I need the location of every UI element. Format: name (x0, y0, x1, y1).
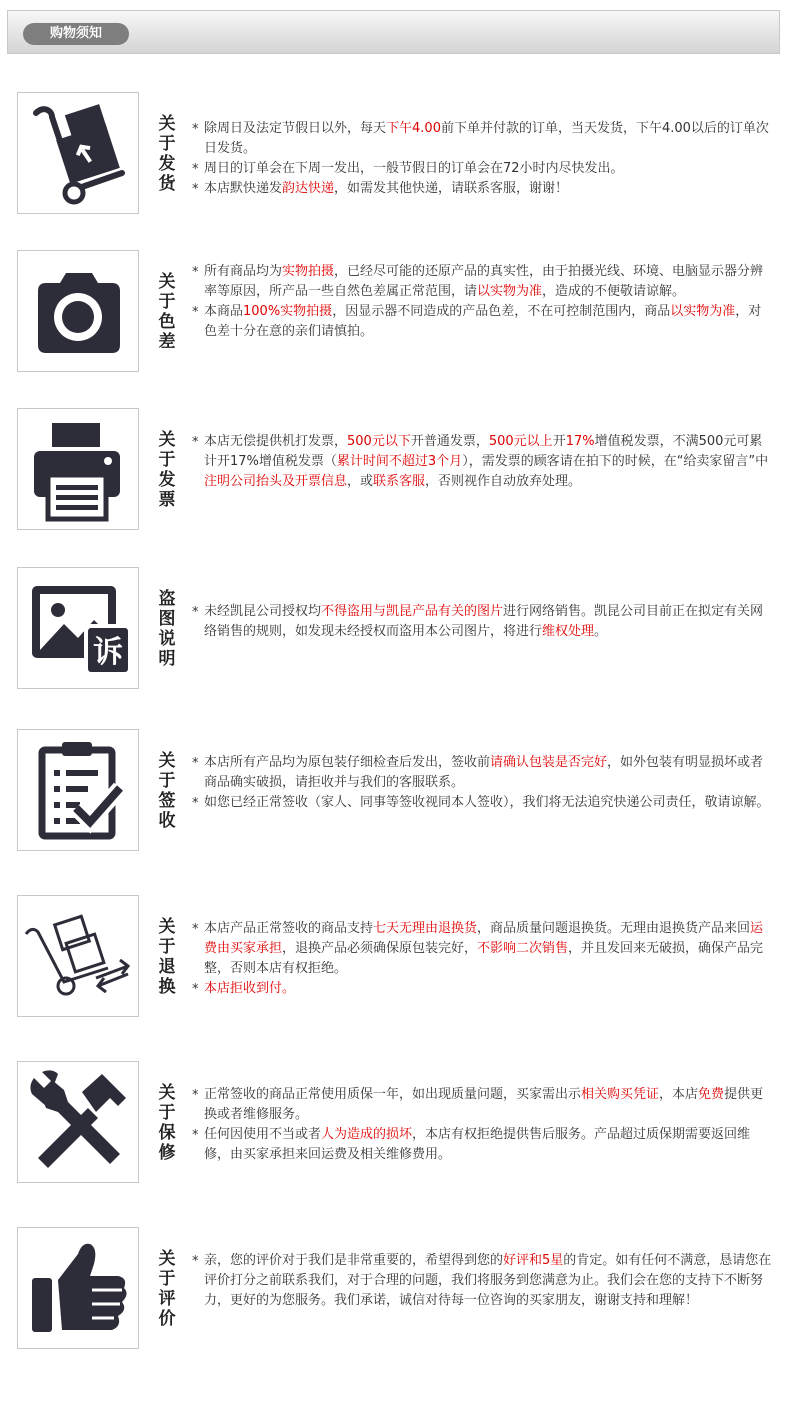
body-text: 本商品 (204, 304, 244, 319)
body-text: 增值税发票，不满500元可累计开17%增值税发票（ (204, 434, 763, 469)
body-text: 进行网络销售。凯昆公司目前正在拟定有关网络销售的规则，如发现未经授权而盗用本公司图片，将进行 (204, 604, 764, 639)
bullet-item (192, 302, 772, 342)
bullet-item (192, 602, 772, 642)
body-text: 除周日及法定节假日以外，每天 (204, 121, 387, 136)
title-char: 签 (158, 791, 176, 811)
highlight-text: 相关购买凭证 (581, 1087, 660, 1102)
body-text: 的肯定。如有任何不满意，恳请您在评价打分之前联系我们，对于合理的问题，我们将服务到您满意为止。我们会在您的支持下不断努力，更好的为您服务。我们承诺，诚信对待每一位咨询的买家朋友，谢谢支持和理解！ (204, 1253, 772, 1308)
bullet-item (192, 179, 772, 199)
section-title (155, 430, 179, 510)
section-image-theft (0, 567, 790, 691)
title-char: 于 (158, 1269, 176, 1289)
body-text: ），需发票的顾客请在拍下的时候，在“给卖家留言”中 (462, 454, 769, 469)
bullet-item (192, 1085, 772, 1125)
body-text: ，如外包装有明显损坏或者商品确实破损，请拒收并与我们的客服联系。 (204, 755, 764, 790)
bullet-item (192, 919, 772, 979)
bullet-item (192, 1251, 772, 1311)
thumbs-up-icon (18, 1228, 138, 1348)
title-char: 票 (158, 490, 176, 510)
highlight-text: 不影响二次销售 (477, 941, 569, 956)
icon-frame (17, 1061, 139, 1183)
section-title (155, 751, 179, 831)
body-text: 开 (552, 434, 566, 449)
highlight-text: 实物拍摄 (282, 264, 335, 279)
section-title (155, 1083, 179, 1163)
title-char: 图 (158, 609, 176, 629)
hand-truck-box-icon (18, 93, 138, 213)
body-text: 。 (594, 624, 608, 639)
section-title (155, 589, 179, 669)
highlight-text: 500元以下 (347, 434, 411, 449)
body-text: 本店默快递发 (204, 181, 283, 196)
clipboard-check-icon (18, 730, 138, 850)
section-title (155, 272, 179, 352)
highlight-text: 注明公司抬头及开票信息 (204, 474, 348, 489)
body-text: 本店无偿提供机打发票， (204, 434, 348, 449)
body-text: 所有商品均为 (204, 264, 283, 279)
body-text: ，造成的不便敬请谅解。 (542, 284, 686, 299)
body-text: 任何因使用不当或者 (204, 1127, 322, 1142)
section-shipping (0, 92, 790, 216)
title-char: 关 (158, 272, 176, 292)
bullet-item (192, 1125, 772, 1165)
section-color-difference (0, 250, 790, 374)
bullet-item (192, 979, 772, 999)
body-text: 未经凯昆公司授权均 (204, 604, 322, 619)
title-char: 关 (158, 751, 176, 771)
header-bar (7, 10, 780, 54)
icon-frame (17, 250, 139, 372)
bullet-item (192, 159, 772, 179)
title-char: 货 (158, 174, 176, 194)
title-char: 盗 (158, 589, 176, 609)
wrench-hammer-icon (18, 1062, 138, 1182)
bullet-item (192, 119, 772, 159)
section-warranty (0, 1061, 790, 1185)
body-text: ，本店有权拒绝提供售后服务。产品超过质保期需要返回维修，由买家承担来回运费及相关维修费用。 (204, 1127, 751, 1162)
section-content (192, 919, 772, 999)
title-char: 保 (158, 1123, 176, 1143)
title-char: 说 (158, 629, 176, 649)
printer-icon (18, 409, 138, 529)
highlight-text: 以实物为准 (670, 304, 736, 319)
body-text: ，因显示器不同造成的产品色差，不在可控制范围内，商品 (332, 304, 671, 319)
header-title: 购物须知 (23, 23, 129, 45)
title-char: 收 (158, 811, 176, 831)
highlight-text: 下午4.00 (386, 121, 441, 136)
title-char: 色 (158, 312, 176, 332)
body-text: 本店所有产品均为原包装仔细检查后发出，签收前 (204, 755, 491, 770)
icon-frame (17, 408, 139, 530)
title-char: 关 (158, 1249, 176, 1269)
highlight-text: 免费 (698, 1087, 725, 1102)
title-char: 评 (158, 1289, 176, 1309)
body-text: 前下单并付款的订单，当天发货，下午4.00以后的订单次日发货。 (204, 121, 769, 156)
highlight-text: 人为造成的损坏 (321, 1127, 413, 1142)
highlight-text: 运费由买家承担 (204, 921, 764, 956)
highlight-text: 100%实物拍摄 (243, 304, 333, 319)
section-title (155, 917, 179, 997)
title-char: 于 (158, 771, 176, 791)
bullet-item (192, 432, 772, 492)
body-text: 开普通发票， (410, 434, 489, 449)
section-content (192, 1251, 772, 1311)
title-char: 差 (158, 332, 176, 352)
body-text: 亲，您的评价对于我们是非常重要的，希望得到您的 (204, 1253, 504, 1268)
highlight-text: 本店拒收到付。 (204, 981, 296, 996)
title-char: 退 (158, 957, 176, 977)
hand-truck-exchange-icon (18, 896, 138, 1016)
icon-frame (17, 92, 139, 214)
icon-frame (17, 729, 139, 851)
highlight-text: 500元以上 (488, 434, 553, 449)
title-char: 明 (158, 649, 176, 669)
body-text: ，已经尽可能的还原产品的真实性，由于拍摄光线、环境、电脑显示器分辨率等原因，所产品一些自然色差属正常范围，请 (204, 264, 764, 299)
title-char: 修 (158, 1143, 176, 1163)
section-content (192, 262, 772, 342)
title-char: 发 (158, 154, 176, 174)
title-char: 于 (158, 937, 176, 957)
icon-frame (17, 895, 139, 1017)
body-text: ，退换产品必须确保原包装完好， (282, 941, 478, 956)
title-char: 于 (158, 450, 176, 470)
highlight-text: 累计时间不超过3个月 (336, 454, 463, 469)
highlight-text: 联系客服 (373, 474, 426, 489)
highlight-text: 请确认包装是否完好 (490, 755, 608, 770)
bullet-item (192, 753, 772, 793)
section-title (155, 114, 179, 194)
title-char: 于 (158, 1103, 176, 1123)
highlight-text: 好评和5星 (503, 1253, 564, 1268)
section-content (192, 753, 772, 813)
body-text: ，或 (347, 474, 374, 489)
bullet-item (192, 793, 772, 813)
highlight-text: 维权处理 (542, 624, 595, 639)
section-content (192, 1085, 772, 1165)
highlight-text: 韵达快递 (282, 181, 335, 196)
body-text: 如您已经正常签收（家人、同事等签收视同本人签收），我们将无法追究快递公司责任，敬请谅解。 (204, 795, 770, 810)
body-text: ，否则视作自动放弃处理。 (425, 474, 582, 489)
highlight-text: 不得盗用与凯昆产品有关的图片 (321, 604, 504, 619)
icon-frame (17, 1227, 139, 1349)
body-text: 提供更换或者维修服务。 (204, 1087, 764, 1122)
body-text: ，如需发其他快递，请联系客服，谢谢！ (334, 181, 569, 196)
body-text: ，本店 (659, 1087, 699, 1102)
section-content (192, 602, 772, 642)
section-invoice (0, 408, 790, 532)
title-char: 关 (158, 430, 176, 450)
body-text: ，商品质量问题退换货。无理由退换货产品来回 (477, 921, 751, 936)
section-content (192, 119, 772, 199)
body-text: ，对色差十分在意的亲们请慎拍。 (204, 304, 762, 339)
body-text: 正常签收的商品正常使用质保一年，如出现质量问题，买家需出示 (204, 1087, 582, 1102)
section-returns (0, 895, 790, 1019)
highlight-text: 17% (565, 434, 595, 449)
camera-icon (18, 251, 138, 371)
svg-text:诉: 诉 (93, 635, 123, 670)
highlight-text: 以实物为准 (477, 284, 543, 299)
section-content (192, 432, 772, 492)
title-char: 关 (158, 917, 176, 937)
section-title (155, 1249, 179, 1329)
title-char: 关 (158, 1083, 176, 1103)
body-text: ，并且发回来无破损，确保产品完整，否则本店有权拒绝。 (204, 941, 764, 976)
highlight-text: 七天无理由退换货 (373, 921, 478, 936)
body-text: 本店产品正常签收的商品支持 (204, 921, 374, 936)
title-char: 关 (158, 114, 176, 134)
icon-frame (17, 567, 139, 689)
section-reviews (0, 1227, 790, 1351)
title-char: 换 (158, 977, 176, 997)
title-char: 价 (158, 1309, 176, 1329)
title-char: 发 (158, 470, 176, 490)
title-char: 于 (158, 292, 176, 312)
body-text: 周日的订单会在下周一发出，一般节假日的订单会在72小时内尽快发出。 (204, 161, 624, 176)
bullet-item (192, 262, 772, 302)
title-char: 于 (158, 134, 176, 154)
image-complaint-icon (18, 568, 138, 688)
section-sign-for (0, 729, 790, 853)
